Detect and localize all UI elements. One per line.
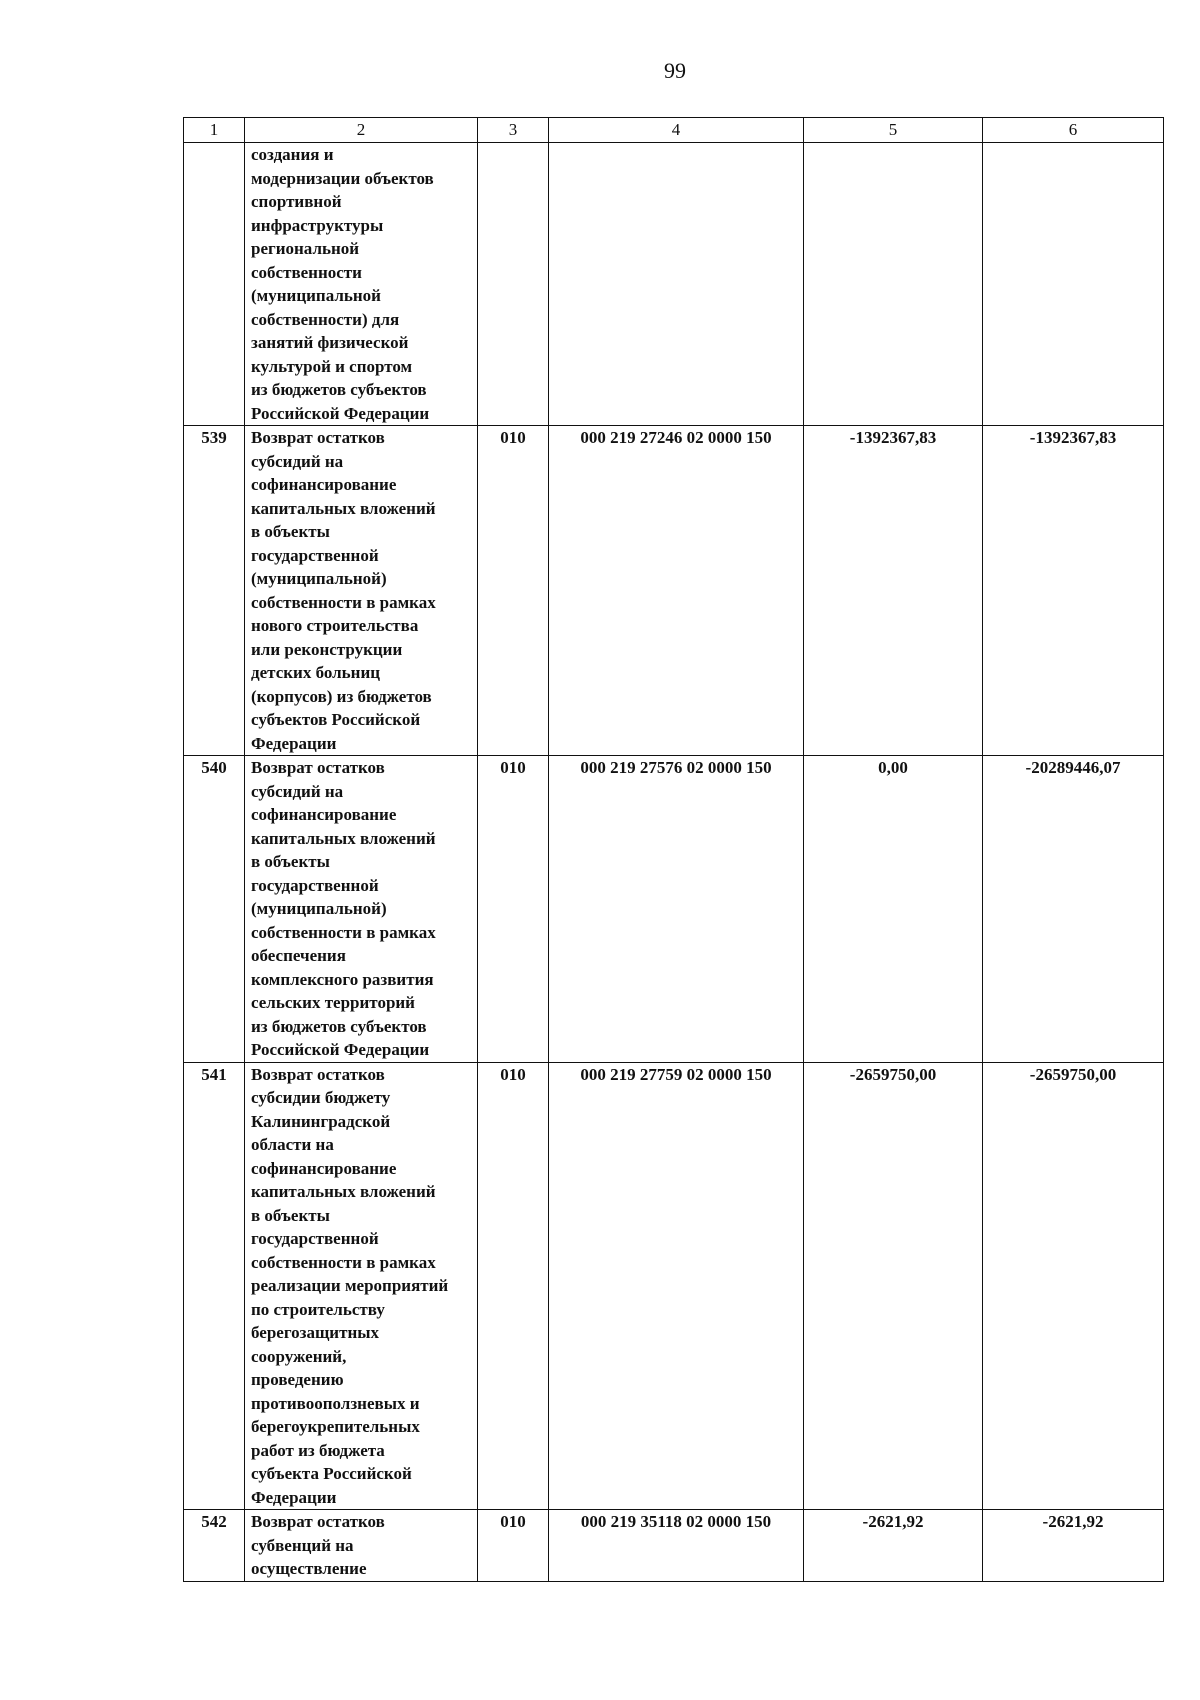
description-line: работ из бюджета <box>251 1440 385 1460</box>
description-line: области на <box>251 1135 334 1154</box>
description-line: в объекты <box>251 852 330 871</box>
description-line: Федерации <box>251 1487 337 1507</box>
row-kbk: 000 219 35118 02 0000 150 <box>549 1510 804 1582</box>
description-line: Федерации <box>251 733 337 753</box>
description-line: обеспечения <box>251 946 346 965</box>
description-line: собственности в рамках <box>251 1252 436 1272</box>
description-line: Калининградской <box>251 1111 391 1131</box>
row-value-6: -2659750,00 <box>983 1062 1164 1510</box>
description-line: инфраструктуры <box>251 215 384 235</box>
description-line: (муниципальной) <box>251 899 387 918</box>
row-description <box>245 426 478 756</box>
description-line: (муниципальной) <box>251 569 387 588</box>
description-line: субсидии бюджету <box>251 1088 391 1107</box>
description-line: софинансирование <box>251 1158 397 1178</box>
description-line: создания и <box>251 145 334 164</box>
description-line: капитальных вложений <box>251 828 436 848</box>
description-line: реализации мероприятий <box>251 1276 449 1295</box>
description-line: региональной <box>251 239 360 258</box>
description-line: по строительству <box>251 1299 385 1319</box>
row-value-5: -2659750,00 <box>804 1062 983 1510</box>
description-line: берегозащитных <box>251 1323 380 1342</box>
header-col-5: 5 <box>804 118 983 143</box>
row-value-5 <box>804 143 983 426</box>
description-line: (корпусов) из бюджетов <box>251 686 432 706</box>
description-line: государственной <box>251 875 379 895</box>
row-value-6: -20289446,07 <box>983 756 1164 1063</box>
row-number: 541 <box>184 1062 245 1510</box>
table-row <box>184 756 1164 1063</box>
header-col-2: 2 <box>245 118 478 143</box>
description-line: осуществление <box>251 1559 367 1578</box>
row-code <box>478 143 549 426</box>
row-code: 010 <box>478 426 549 756</box>
description-line: берегоукрепительных <box>251 1417 420 1436</box>
row-code: 010 <box>478 756 549 1063</box>
description-line: субвенций на <box>251 1535 354 1555</box>
description-line: Возврат остатков <box>251 1064 385 1084</box>
row-value-5: -2621,92 <box>804 1510 983 1582</box>
description-line: противооползневых и <box>251 1393 420 1413</box>
description-line: субсидий на <box>251 451 344 471</box>
row-kbk: 000 219 27576 02 0000 150 <box>549 756 804 1063</box>
description-line: культурой и спортом <box>251 356 413 376</box>
table-row <box>184 1510 1164 1582</box>
description-line: собственности <box>251 262 362 282</box>
row-number: 539 <box>184 426 245 756</box>
header-col-6: 6 <box>983 118 1164 143</box>
description-line: собственности в рамках <box>251 922 436 942</box>
row-value-5: 0,00 <box>804 756 983 1063</box>
description-line: субъектов Российской <box>251 710 421 729</box>
description-line: собственности в рамках <box>251 592 436 612</box>
row-value-6: -2621,92 <box>983 1510 1164 1582</box>
row-description <box>245 143 478 426</box>
row-kbk: 000 219 27759 02 0000 150 <box>549 1062 804 1510</box>
table-row <box>184 143 1164 426</box>
row-number: 540 <box>184 756 245 1063</box>
description-line: Возврат остатков <box>251 428 385 447</box>
description-line: спортивной <box>251 192 342 211</box>
description-line: в объекты <box>251 522 330 541</box>
description-line: государственной <box>251 545 379 565</box>
row-kbk: 000 219 27246 02 0000 150 <box>549 426 804 756</box>
description-line: сооружений, <box>251 1346 347 1366</box>
header-col-3: 3 <box>478 118 549 143</box>
description-line: софинансирование <box>251 475 397 494</box>
description-line: комплексного развития <box>251 969 434 989</box>
table-header-row <box>184 118 1164 143</box>
description-line: капитальных вложений <box>251 498 436 518</box>
description-line: из бюджетов субъектов <box>251 380 427 399</box>
row-number <box>184 143 245 426</box>
description-line: Возврат остатков <box>251 758 385 777</box>
description-line: софинансирование <box>251 805 397 824</box>
row-code: 010 <box>478 1510 549 1582</box>
description-line: или реконструкции <box>251 639 403 659</box>
row-value-5: -1392367,83 <box>804 426 983 756</box>
row-code: 010 <box>478 1062 549 1510</box>
row-description <box>245 1510 478 1582</box>
table-row <box>184 1062 1164 1510</box>
description-line: проведению <box>251 1370 344 1389</box>
description-line: субсидий на <box>251 781 344 801</box>
description-line: модернизации объектов <box>251 168 434 188</box>
header-col-4: 4 <box>549 118 804 143</box>
page-number: 99 <box>664 58 686 83</box>
budget-table <box>183 117 1164 1582</box>
description-line: сельских территорий <box>251 993 415 1012</box>
description-line: (муниципальной <box>251 286 381 305</box>
description-line: в объекты <box>251 1205 330 1225</box>
description-line: собственности) для <box>251 309 400 329</box>
description-line: субъекта Российской <box>251 1464 412 1483</box>
row-number: 542 <box>184 1510 245 1582</box>
row-kbk <box>549 143 804 426</box>
row-description <box>245 756 478 1063</box>
description-line: капитальных вложений <box>251 1182 436 1201</box>
table-row <box>184 426 1164 756</box>
description-line: занятий физической <box>251 333 409 352</box>
description-line: Российской Федерации <box>251 403 430 423</box>
row-value-6: -1392367,83 <box>983 426 1164 756</box>
description-line: из бюджетов субъектов <box>251 1016 427 1036</box>
description-line: Российской Федерации <box>251 1040 430 1059</box>
row-value-6 <box>983 143 1164 426</box>
header-col-1: 1 <box>184 118 245 143</box>
row-description <box>245 1062 478 1510</box>
description-line: Возврат остатков <box>251 1512 385 1531</box>
description-line: детских больниц <box>251 663 381 682</box>
description-line: нового строительства <box>251 616 419 635</box>
description-line: государственной <box>251 1229 379 1248</box>
